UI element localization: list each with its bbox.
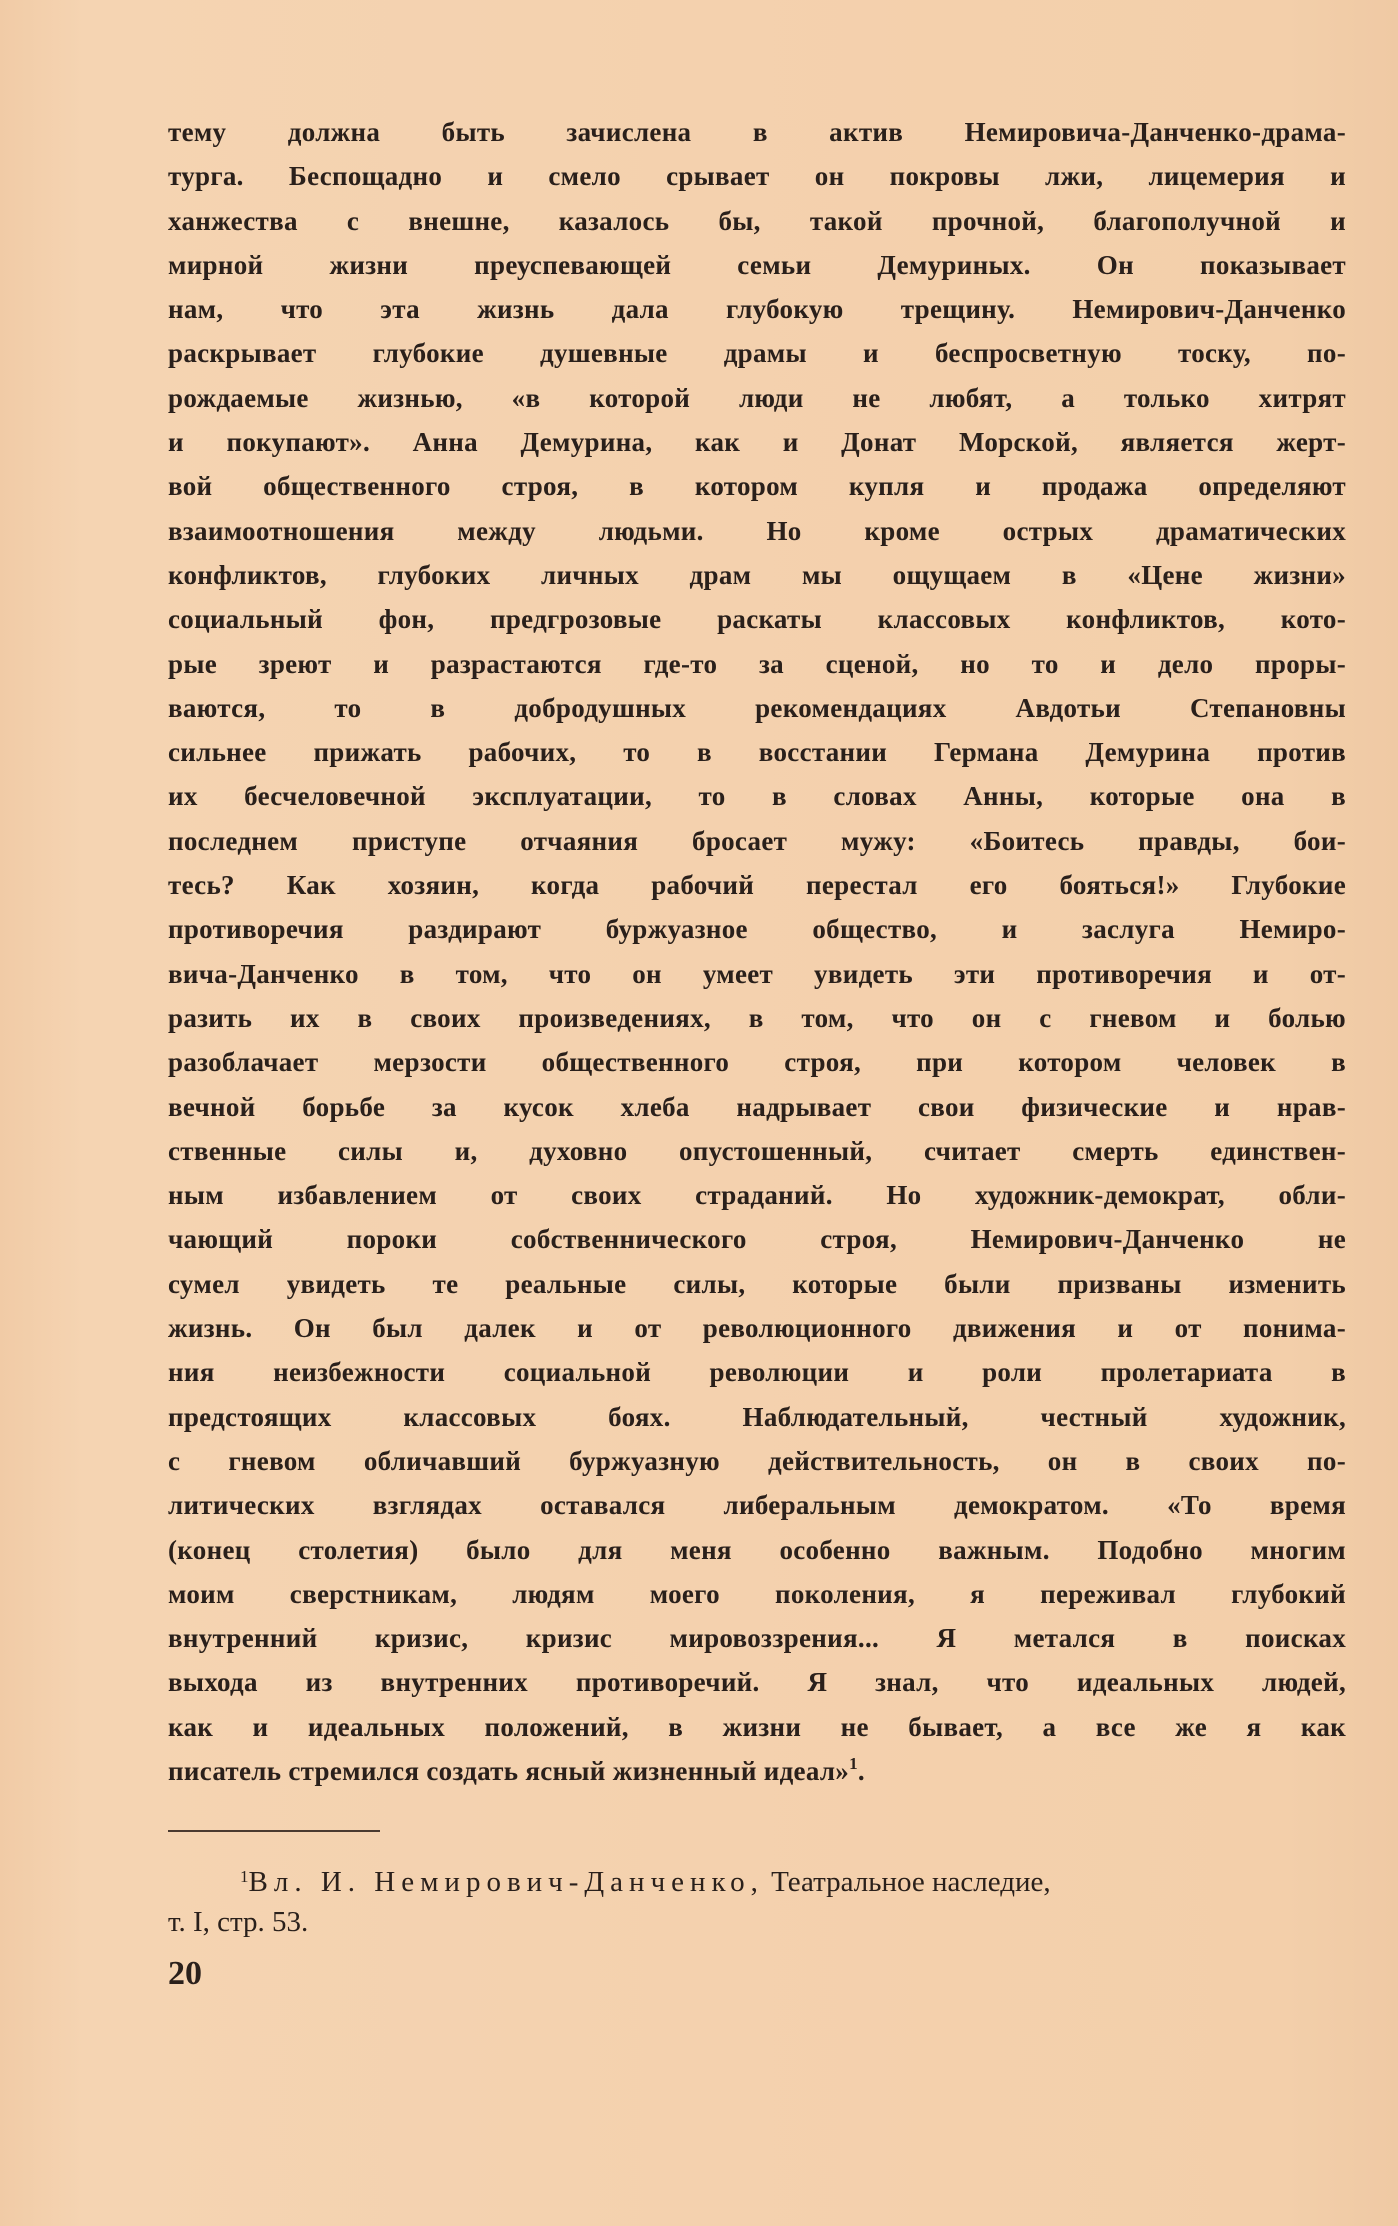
text-line: противоречия раздирают буржуазное общество, и заслуга Немиро- — [168, 914, 1346, 945]
text-line: рые зреют и разрастаются где-то за сценой, но то и дело проры- — [168, 648, 1346, 679]
text-line: выхода из внутренних противоречий. Я знал, что идеальных людей, — [168, 1667, 1346, 1698]
text-line: ханжества с внешне, казалось бы, такой прочной, благополучной и — [168, 205, 1346, 236]
text-line: турга. Беспощадно и смело срывает он покровы лжи, лицемерия и — [168, 161, 1346, 192]
text-line: тесь? Как хозяин, когда рабочий перестал его бояться!» Глубокие — [168, 870, 1346, 901]
text-line: внутренний кризис, кризис мировоззрения... Я метался в поисках — [168, 1623, 1346, 1654]
page-number: 20 — [168, 1955, 202, 1992]
text-line: разоблачает мерзости общественного строя, при котором человек в — [168, 1047, 1346, 1078]
text-line: с гневом обличавший буржуазную действительность, он в своих по- — [168, 1445, 1346, 1476]
text-line: как и идеальных положений, в жизни не бывает, а все же я как — [168, 1711, 1346, 1742]
text-line: вечной борьбе за кусок хлеба надрывает свои физические и нрав- — [168, 1091, 1346, 1122]
text-line: взаимоотношения между людьми. Но кроме острых драматических — [168, 515, 1346, 546]
text-line: (конец столетия) было для меня особенно важным. Подобно многим — [168, 1534, 1346, 1565]
text-line: нам, что эта жизнь дала глубокую трещину. Немирович-Данченко — [168, 294, 1346, 325]
footnote-title: Театральное наследие, — [763, 1866, 1051, 1898]
text-line: сумел увидеть те реальные силы, которые были призваны изменить — [168, 1268, 1346, 1299]
text-line: раскрывает глубокие душевные драмы и беспросветную тоску, по- — [168, 338, 1346, 369]
text-line-last: писатель стремился создать ясный жизненный идеал»$^1$. — [168, 1753, 865, 1786]
text-line: ния неизбежности социальной революции и роли пролетариата в — [168, 1357, 1346, 1388]
text-line: сильнее прижать рабочих, то в восстании Германа Демурина против — [168, 737, 1346, 768]
footnote — [168, 1862, 1346, 1942]
text-line: вой общественного строя, в котором купля и продажа определяют — [168, 471, 1346, 502]
text-line: их бесчеловечной эксплуатации, то в словах Анны, которые она в — [168, 781, 1346, 812]
footnote-author: Вл. И. Немирович-Данченко, — [248, 1866, 764, 1898]
text-line: жизнь. Он был далек и от революционного движения и от понима- — [168, 1313, 1346, 1344]
text-line: и покупают». Анна Демурина, как и Донат Морской, является жерт- — [168, 427, 1346, 458]
text-line: предстоящих классовых боях. Наблюдательный, честный художник, — [168, 1401, 1346, 1432]
footnote-divider — [168, 1830, 380, 1832]
text-line: тему должна быть зачислена в актив Немировича-Данченко-драма- — [168, 117, 1346, 147]
text-line: моим сверстникам, людям моего поколения, я переживал глубокий — [168, 1578, 1346, 1609]
text-line: мирной жизни преуспевающей семьи Демуриных. Он показывает — [168, 249, 1346, 280]
text-line: ным избавлением от своих страданий. Но художник-демократ, обли- — [168, 1180, 1346, 1211]
footnote-number: 1 — [240, 1867, 249, 1886]
text-line: последнем приступе отчаяния бросает мужу: «Боитесь правды, бои- — [168, 825, 1346, 856]
text-line: конфликтов, глубоких личных драм мы ощущаем в «Цене жизни» — [168, 559, 1346, 590]
text-line: литических взглядах оставался либеральным демократом. «То время — [168, 1490, 1346, 1521]
text-line: разить их в своих произведениях, в том, что он с гневом и болью — [168, 1002, 1346, 1033]
text-line: вича-Данченко в том, что он умеет увидеть эти противоречия и от- — [168, 958, 1346, 989]
text-line: социальный фон, предгрозовые раскаты классовых конфликтов, кото- — [168, 604, 1346, 635]
text-line: рождаемые жизнью, «в которой люди не любят, а только хитрят — [168, 382, 1346, 413]
text-line: ственные силы и, духовно опустошенный, считает смерть единствен- — [168, 1135, 1346, 1166]
footnote-mark: 1 — [849, 1753, 858, 1773]
footnote-line-2: т. I, стр. 53. — [168, 1906, 309, 1938]
text-line: чающий пороки собственнического строя, Немирович-Данченко не — [168, 1224, 1346, 1255]
body-text — [168, 110, 1346, 1793]
text-line: ваются, то в добродушных рекомендациях Авдотьи Степановны — [168, 692, 1346, 723]
footnote-line-1 — [168, 1862, 1346, 1902]
